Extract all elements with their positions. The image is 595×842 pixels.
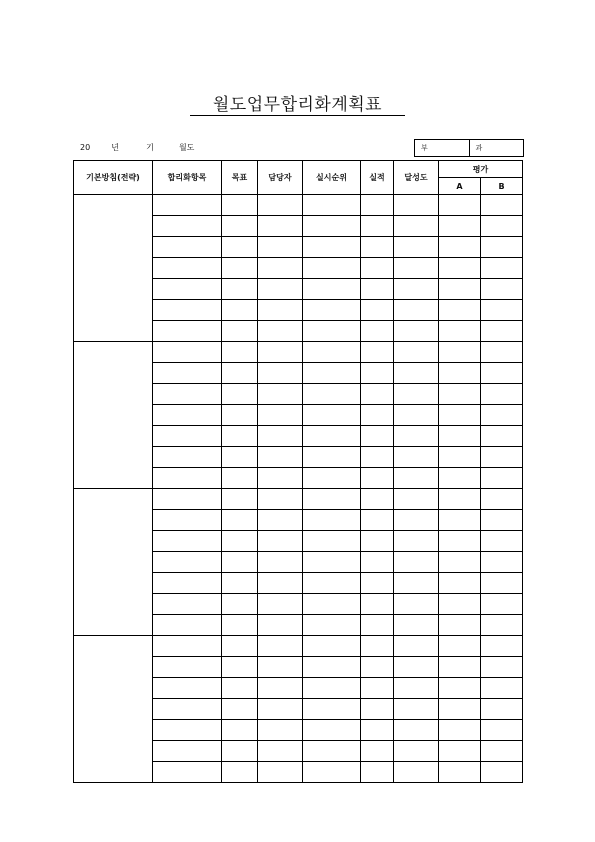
priority-cell[interactable] — [303, 678, 361, 699]
item-cell[interactable] — [153, 447, 222, 468]
priority-cell[interactable] — [303, 237, 361, 258]
priority-cell[interactable] — [303, 342, 361, 363]
goal-cell[interactable] — [222, 489, 258, 510]
result-cell[interactable] — [361, 510, 394, 531]
section-field[interactable]: 과 — [475, 144, 483, 152]
eval-a-cell[interactable] — [439, 342, 481, 363]
priority-cell[interactable] — [303, 699, 361, 720]
header-eval-a: A — [439, 178, 481, 195]
item-cell[interactable] — [153, 405, 222, 426]
priority-cell[interactable] — [303, 573, 361, 594]
achievement-cell[interactable] — [394, 468, 439, 489]
achievement-cell[interactable] — [394, 195, 439, 216]
goal-cell[interactable] — [222, 237, 258, 258]
eval-a-cell[interactable] — [439, 594, 481, 615]
eval-a-cell[interactable] — [439, 258, 481, 279]
eval-b-cell[interactable] — [481, 762, 523, 783]
result-cell[interactable] — [361, 594, 394, 615]
priority-cell[interactable] — [303, 279, 361, 300]
eval-a-cell[interactable] — [439, 279, 481, 300]
result-cell[interactable] — [361, 405, 394, 426]
result-cell[interactable] — [361, 279, 394, 300]
eval-b-cell[interactable] — [481, 447, 523, 468]
goal-cell[interactable] — [222, 510, 258, 531]
item-cell[interactable] — [153, 489, 222, 510]
person-cell[interactable] — [258, 321, 303, 342]
eval-b-cell[interactable] — [481, 426, 523, 447]
item-cell[interactable] — [153, 510, 222, 531]
priority-cell[interactable] — [303, 636, 361, 657]
result-cell[interactable] — [361, 468, 394, 489]
eval-a-cell[interactable] — [439, 531, 481, 552]
achievement-cell[interactable] — [394, 384, 439, 405]
item-cell[interactable] — [153, 762, 222, 783]
priority-cell[interactable] — [303, 321, 361, 342]
eval-b-cell[interactable] — [481, 300, 523, 321]
item-cell[interactable] — [153, 741, 222, 762]
eval-b-cell[interactable] — [481, 510, 523, 531]
eval-b-cell[interactable] — [481, 531, 523, 552]
person-cell[interactable] — [258, 342, 303, 363]
goal-cell[interactable] — [222, 195, 258, 216]
eval-b-cell[interactable] — [481, 216, 523, 237]
goal-cell[interactable] — [222, 342, 258, 363]
term-suffix: 기 — [146, 143, 154, 152]
goal-cell[interactable] — [222, 447, 258, 468]
priority-cell[interactable] — [303, 552, 361, 573]
month-suffix: 월도 — [178, 143, 195, 152]
result-cell[interactable] — [361, 636, 394, 657]
goal-cell[interactable] — [222, 657, 258, 678]
goal-cell[interactable] — [222, 615, 258, 636]
eval-a-cell[interactable] — [439, 426, 481, 447]
eval-a-cell[interactable] — [439, 468, 481, 489]
achievement-cell[interactable] — [394, 636, 439, 657]
table-row — [74, 489, 523, 510]
achievement-cell[interactable] — [394, 279, 439, 300]
priority-cell[interactable] — [303, 489, 361, 510]
achievement-cell[interactable] — [394, 216, 439, 237]
item-cell[interactable] — [153, 300, 222, 321]
header-evaluation: 평가 — [439, 161, 523, 178]
achievement-cell[interactable] — [394, 678, 439, 699]
table-body — [74, 195, 523, 783]
priority-cell[interactable] — [303, 741, 361, 762]
eval-a-cell[interactable] — [439, 384, 481, 405]
person-cell[interactable] — [258, 552, 303, 573]
department-box — [414, 139, 524, 157]
priority-cell[interactable] — [303, 447, 361, 468]
person-cell[interactable] — [258, 636, 303, 657]
eval-a-cell[interactable] — [439, 573, 481, 594]
eval-a-cell[interactable] — [439, 699, 481, 720]
goal-cell[interactable] — [222, 699, 258, 720]
item-cell[interactable] — [153, 699, 222, 720]
person-cell[interactable] — [258, 489, 303, 510]
person-cell[interactable] — [258, 468, 303, 489]
result-cell[interactable] — [361, 531, 394, 552]
achievement-cell[interactable] — [394, 321, 439, 342]
achievement-cell[interactable] — [394, 447, 439, 468]
eval-a-cell[interactable] — [439, 363, 481, 384]
person-cell[interactable] — [258, 678, 303, 699]
eval-a-cell[interactable] — [439, 720, 481, 741]
goal-cell[interactable] — [222, 594, 258, 615]
item-cell[interactable] — [153, 615, 222, 636]
result-cell[interactable] — [361, 363, 394, 384]
priority-cell[interactable] — [303, 720, 361, 741]
result-cell[interactable] — [361, 720, 394, 741]
header-person: 담당자 — [258, 161, 303, 195]
priority-cell[interactable] — [303, 762, 361, 783]
priority-cell[interactable] — [303, 594, 361, 615]
person-cell[interactable] — [258, 384, 303, 405]
result-cell[interactable] — [361, 573, 394, 594]
header-item: 합리화항목 — [153, 161, 222, 195]
header-goal: 목표 — [222, 161, 258, 195]
eval-b-cell[interactable] — [481, 321, 523, 342]
result-cell[interactable] — [361, 237, 394, 258]
eval-b-cell[interactable] — [481, 489, 523, 510]
person-cell[interactable] — [258, 699, 303, 720]
item-cell[interactable] — [153, 531, 222, 552]
plan-table — [73, 160, 523, 783]
goal-cell[interactable] — [222, 531, 258, 552]
priority-cell[interactable] — [303, 216, 361, 237]
person-cell[interactable] — [258, 195, 303, 216]
strategy-cell[interactable] — [74, 489, 153, 636]
person-cell[interactable] — [258, 426, 303, 447]
achievement-cell[interactable] — [394, 657, 439, 678]
priority-cell[interactable] — [303, 426, 361, 447]
eval-a-cell[interactable] — [439, 552, 481, 573]
item-cell[interactable] — [153, 384, 222, 405]
result-cell[interactable] — [361, 321, 394, 342]
goal-cell[interactable] — [222, 216, 258, 237]
period-line — [80, 142, 194, 153]
priority-cell[interactable] — [303, 531, 361, 552]
division-field[interactable]: 부 — [415, 140, 470, 156]
result-cell[interactable] — [361, 552, 394, 573]
achievement-cell[interactable] — [394, 363, 439, 384]
eval-a-cell[interactable] — [439, 741, 481, 762]
header-achievement: 달성도 — [394, 161, 439, 195]
goal-cell[interactable] — [222, 678, 258, 699]
eval-a-cell[interactable] — [439, 678, 481, 699]
achievement-cell[interactable] — [394, 510, 439, 531]
goal-cell[interactable] — [222, 573, 258, 594]
item-cell[interactable] — [153, 321, 222, 342]
header-strategy: 기본방침(전략) — [74, 161, 153, 195]
result-cell[interactable] — [361, 216, 394, 237]
eval-a-cell[interactable] — [439, 762, 481, 783]
item-cell[interactable] — [153, 237, 222, 258]
year-suffix: 년 — [111, 143, 120, 152]
person-cell[interactable] — [258, 510, 303, 531]
goal-cell[interactable] — [222, 636, 258, 657]
eval-a-cell[interactable] — [439, 321, 481, 342]
person-cell[interactable] — [258, 237, 303, 258]
achievement-cell[interactable] — [394, 699, 439, 720]
strategy-cell[interactable] — [74, 195, 153, 342]
achievement-cell[interactable] — [394, 615, 439, 636]
eval-b-cell[interactable] — [481, 468, 523, 489]
eval-b-cell[interactable] — [481, 636, 523, 657]
result-cell[interactable] — [361, 384, 394, 405]
item-cell[interactable] — [153, 363, 222, 384]
page-title: 월도업무합리화계획표 — [212, 95, 383, 115]
item-cell[interactable] — [153, 657, 222, 678]
goal-cell[interactable] — [222, 426, 258, 447]
person-cell[interactable] — [258, 573, 303, 594]
person-cell[interactable] — [258, 279, 303, 300]
item-cell[interactable] — [153, 552, 222, 573]
item-cell[interactable] — [153, 342, 222, 363]
person-cell[interactable] — [258, 258, 303, 279]
goal-cell[interactable] — [222, 762, 258, 783]
goal-cell[interactable] — [222, 279, 258, 300]
header-eval-b: B — [481, 178, 523, 195]
result-cell[interactable] — [361, 762, 394, 783]
person-cell[interactable] — [258, 720, 303, 741]
eval-b-cell[interactable] — [481, 279, 523, 300]
eval-b-cell[interactable] — [481, 741, 523, 762]
goal-cell[interactable] — [222, 300, 258, 321]
item-cell[interactable] — [153, 216, 222, 237]
eval-a-cell[interactable] — [439, 510, 481, 531]
goal-cell[interactable] — [222, 468, 258, 489]
result-cell[interactable] — [361, 258, 394, 279]
person-cell[interactable] — [258, 216, 303, 237]
eval-b-cell[interactable] — [481, 573, 523, 594]
person-cell[interactable] — [258, 762, 303, 783]
item-cell[interactable] — [153, 258, 222, 279]
priority-cell[interactable] — [303, 363, 361, 384]
eval-b-cell[interactable] — [481, 363, 523, 384]
priority-cell[interactable] — [303, 615, 361, 636]
goal-cell[interactable] — [222, 741, 258, 762]
priority-cell[interactable] — [303, 195, 361, 216]
eval-b-cell[interactable] — [481, 237, 523, 258]
person-cell[interactable] — [258, 300, 303, 321]
priority-cell[interactable] — [303, 405, 361, 426]
eval-a-cell[interactable] — [439, 237, 481, 258]
goal-cell[interactable] — [222, 405, 258, 426]
priority-cell[interactable] — [303, 657, 361, 678]
item-cell[interactable] — [153, 468, 222, 489]
item-cell[interactable] — [153, 279, 222, 300]
person-cell[interactable] — [258, 405, 303, 426]
table-row — [74, 636, 523, 657]
table-row — [74, 342, 523, 363]
priority-cell[interactable] — [303, 510, 361, 531]
eval-b-cell[interactable] — [481, 195, 523, 216]
strategy-cell[interactable] — [74, 636, 153, 783]
result-cell[interactable] — [361, 615, 394, 636]
eval-b-cell[interactable] — [481, 342, 523, 363]
eval-b-cell[interactable] — [481, 657, 523, 678]
item-cell[interactable] — [153, 720, 222, 741]
goal-cell[interactable] — [222, 720, 258, 741]
achievement-cell[interactable] — [394, 594, 439, 615]
result-cell[interactable] — [361, 447, 394, 468]
achievement-cell[interactable] — [394, 552, 439, 573]
achievement-cell[interactable] — [394, 741, 439, 762]
result-cell[interactable] — [361, 657, 394, 678]
achievement-cell[interactable] — [394, 258, 439, 279]
item-cell[interactable] — [153, 573, 222, 594]
achievement-cell[interactable] — [394, 237, 439, 258]
eval-b-cell[interactable] — [481, 615, 523, 636]
eval-b-cell[interactable] — [481, 720, 523, 741]
eval-a-cell[interactable] — [439, 636, 481, 657]
achievement-cell[interactable] — [394, 720, 439, 741]
eval-b-cell[interactable] — [481, 678, 523, 699]
eval-a-cell[interactable] — [439, 300, 481, 321]
result-cell[interactable] — [361, 699, 394, 720]
achievement-cell[interactable] — [394, 426, 439, 447]
eval-a-cell[interactable] — [439, 489, 481, 510]
achievement-cell[interactable] — [394, 531, 439, 552]
goal-cell[interactable] — [222, 552, 258, 573]
person-cell[interactable] — [258, 615, 303, 636]
eval-a-cell[interactable] — [439, 657, 481, 678]
year-prefix: 20 — [80, 143, 91, 152]
eval-b-cell[interactable] — [481, 258, 523, 279]
result-cell[interactable] — [361, 741, 394, 762]
priority-cell[interactable] — [303, 258, 361, 279]
item-cell[interactable] — [153, 594, 222, 615]
person-cell[interactable] — [258, 531, 303, 552]
eval-b-cell[interactable] — [481, 699, 523, 720]
goal-cell[interactable] — [222, 258, 258, 279]
person-cell[interactable] — [258, 657, 303, 678]
result-cell[interactable] — [361, 678, 394, 699]
item-cell[interactable] — [153, 636, 222, 657]
result-cell[interactable] — [361, 342, 394, 363]
eval-b-cell[interactable] — [481, 384, 523, 405]
person-cell[interactable] — [258, 447, 303, 468]
priority-cell[interactable] — [303, 300, 361, 321]
eval-a-cell[interactable] — [439, 615, 481, 636]
priority-cell[interactable] — [303, 468, 361, 489]
eval-b-cell[interactable] — [481, 594, 523, 615]
result-cell[interactable] — [361, 426, 394, 447]
eval-a-cell[interactable] — [439, 195, 481, 216]
strategy-cell[interactable] — [74, 342, 153, 489]
achievement-cell[interactable] — [394, 300, 439, 321]
goal-cell[interactable] — [222, 384, 258, 405]
result-cell[interactable] — [361, 195, 394, 216]
person-cell[interactable] — [258, 363, 303, 384]
eval-a-cell[interactable] — [439, 216, 481, 237]
eval-a-cell[interactable] — [439, 405, 481, 426]
achievement-cell[interactable] — [394, 489, 439, 510]
goal-cell[interactable] — [222, 363, 258, 384]
achievement-cell[interactable] — [394, 573, 439, 594]
header-result: 실적 — [361, 161, 394, 195]
item-cell[interactable] — [153, 678, 222, 699]
table-row — [74, 195, 523, 216]
achievement-cell[interactable] — [394, 405, 439, 426]
person-cell[interactable] — [258, 594, 303, 615]
eval-b-cell[interactable] — [481, 552, 523, 573]
header-priority: 실시순위 — [303, 161, 361, 195]
achievement-cell[interactable] — [394, 342, 439, 363]
achievement-cell[interactable] — [394, 762, 439, 783]
result-cell[interactable] — [361, 489, 394, 510]
eval-b-cell[interactable] — [481, 405, 523, 426]
result-cell[interactable] — [361, 300, 394, 321]
priority-cell[interactable] — [303, 384, 361, 405]
item-cell[interactable] — [153, 426, 222, 447]
title-underline — [190, 115, 405, 116]
eval-a-cell[interactable] — [439, 447, 481, 468]
goal-cell[interactable] — [222, 321, 258, 342]
person-cell[interactable] — [258, 741, 303, 762]
item-cell[interactable] — [153, 195, 222, 216]
